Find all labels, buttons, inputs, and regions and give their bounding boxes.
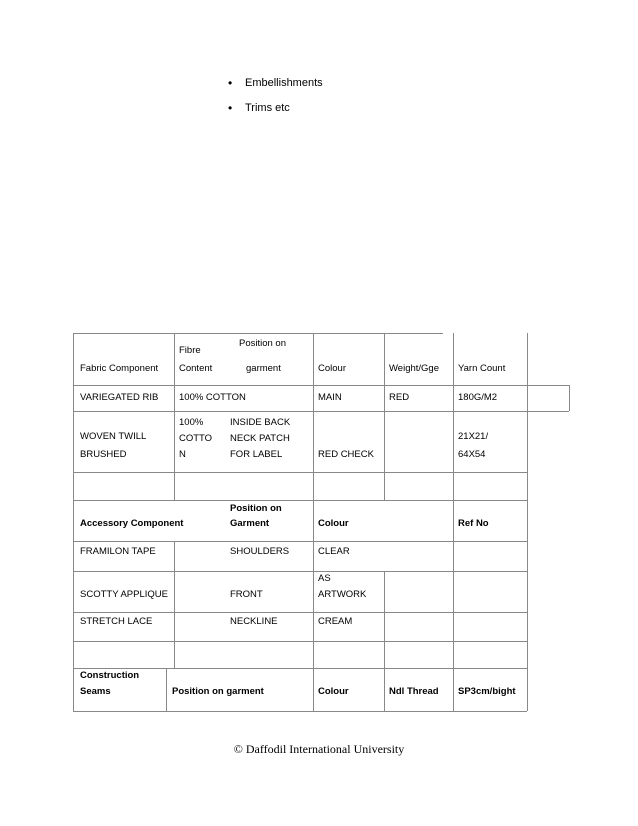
cell-position: FOR LABEL — [230, 449, 283, 460]
table-rule — [73, 411, 569, 412]
table-rule — [313, 333, 314, 711]
cell-accessory-colour: AS — [318, 573, 331, 584]
cell-colour: MAIN — [318, 392, 342, 403]
table-rule — [73, 385, 569, 386]
cell-fabric-component: BRUSHED — [80, 449, 127, 460]
cell-accessory-colour: CREAM — [318, 616, 353, 627]
header-accessory-garment: Garment — [230, 518, 270, 529]
table-rule — [73, 472, 527, 473]
header-ref-no: Ref No — [458, 518, 489, 529]
table-rule — [174, 333, 175, 500]
header-accessory-colour: Colour — [318, 518, 349, 529]
bullet-item-embellishments: • Embellishments — [228, 74, 323, 99]
header-accessory-component: Accessory Component — [80, 518, 184, 529]
footer-copyright: © Daffodil International University — [233, 742, 405, 756]
header-construction-colour: Colour — [318, 686, 349, 697]
table-rule — [73, 668, 527, 669]
table-border-left — [73, 333, 74, 711]
table-rule — [166, 668, 167, 711]
header-colour: Colour — [318, 363, 346, 374]
header-sp3cm-bight: SP3cm/bight — [458, 686, 516, 697]
table-rule — [174, 541, 175, 668]
table-border-top — [73, 333, 443, 334]
header-position-on: Position on — [239, 338, 287, 349]
cell-fibre-content: COTTO — [179, 433, 213, 444]
table-rule — [73, 500, 527, 501]
table-rule — [453, 333, 454, 711]
table-border-right — [527, 333, 528, 711]
bullet-item-trims: • Trims etc — [228, 99, 323, 124]
table-rule — [73, 541, 527, 542]
cell-colour: RED CHECK — [318, 449, 374, 460]
header-content: Content — [179, 363, 213, 374]
header-seams: Seams — [80, 686, 111, 697]
header-construction-position: Position on garment — [172, 686, 264, 697]
cell-fabric-component: VARIEGATED RIB — [80, 392, 159, 403]
header-ndl-thread: Ndl Thread — [389, 686, 439, 697]
header-yarn-count: Yarn Count — [458, 363, 506, 374]
cell-weight: RED — [389, 392, 410, 403]
header-weight: Weight/Gge — [389, 363, 439, 374]
cell-fabric-component: WOVEN TWILL — [80, 431, 147, 442]
cell-fibre-content: N — [179, 449, 186, 460]
cell-yarn-count: 180G/M2 — [458, 392, 498, 403]
table-rule — [384, 333, 385, 500]
cell-accessory-component: STRETCH LACE — [80, 616, 153, 627]
table-rule — [73, 571, 527, 572]
table-rule — [73, 641, 527, 642]
header-fabric-component: Fabric Component — [80, 363, 159, 374]
header-accessory-position: Position on — [230, 503, 282, 514]
header-fibre: Fibre — [179, 345, 201, 356]
cell-accessory-colour: ARTWORK — [318, 589, 367, 600]
cell-position: NECK PATCH — [230, 433, 290, 444]
table-rule — [569, 385, 570, 411]
cell-accessory-colour: CLEAR — [318, 546, 350, 557]
cell-yarn-count: 64X54 — [458, 449, 486, 460]
cell-fibre-content: 100% COTTON — [179, 392, 246, 403]
cell-accessory-position: FRONT — [230, 589, 263, 600]
bullet-list — [228, 74, 323, 124]
cell-accessory-position: NECKLINE — [230, 616, 278, 627]
table-rule — [384, 571, 385, 711]
header-garment: garment — [246, 363, 281, 374]
cell-accessory-component: FRAMILON TAPE — [80, 546, 156, 557]
cell-accessory-component: SCOTTY APPLIQUE — [80, 589, 168, 600]
cell-position: INSIDE BACK — [230, 417, 291, 428]
cell-yarn-count: 21X21/ — [458, 431, 489, 442]
table-border-bottom — [73, 711, 527, 712]
header-construction: Construction — [80, 670, 140, 681]
cell-fibre-content: 100% — [179, 417, 204, 428]
cell-accessory-position: SHOULDERS — [230, 546, 290, 557]
